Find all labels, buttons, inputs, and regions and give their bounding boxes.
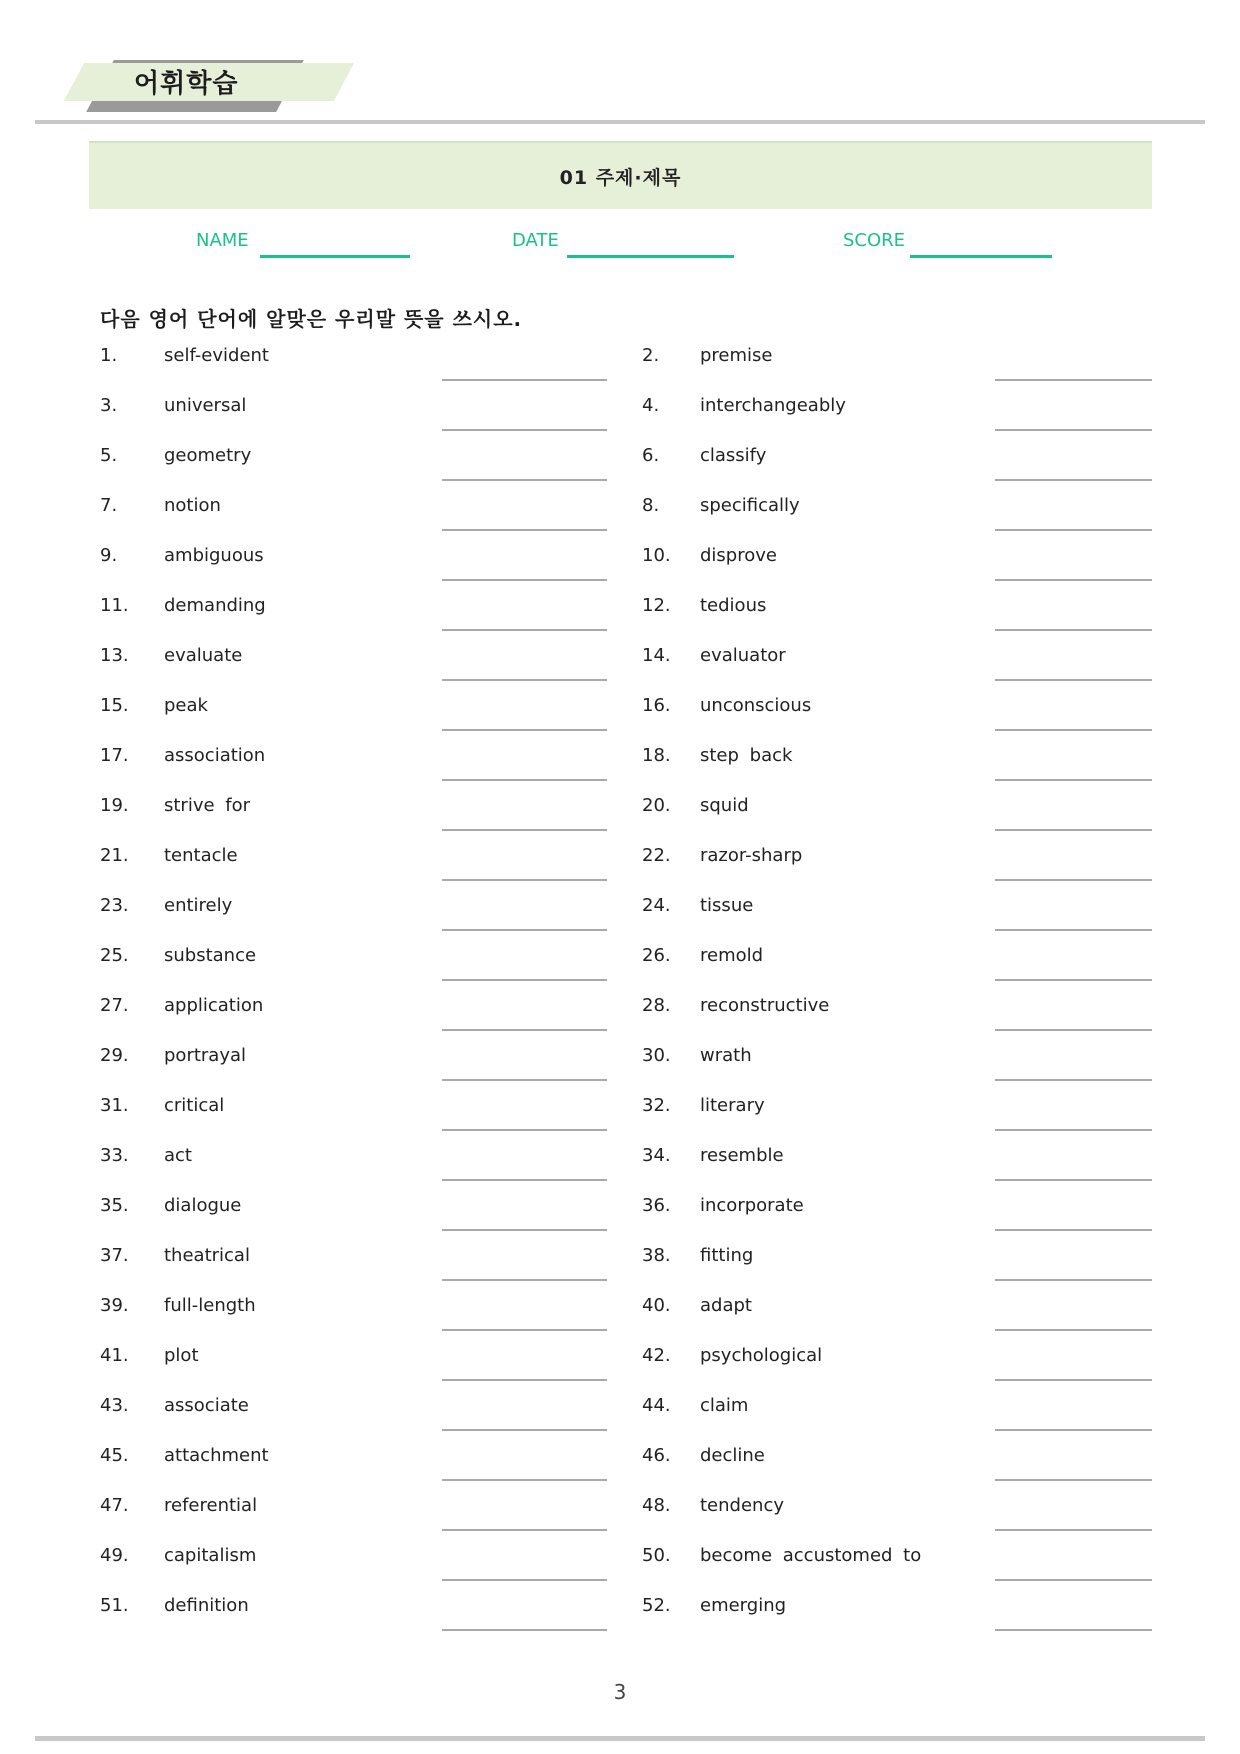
answer-blank[interactable] xyxy=(995,1129,1152,1131)
vocab-word: literary xyxy=(700,1095,765,1116)
answer-blank[interactable] xyxy=(442,1229,607,1231)
name-label: NAME xyxy=(196,230,249,251)
vocab-word: remold xyxy=(700,945,764,966)
answer-blank[interactable] xyxy=(995,979,1152,981)
item-number: 8. xyxy=(642,495,660,516)
vocab-word: substance xyxy=(164,945,257,966)
title-banner xyxy=(89,141,1152,209)
item-number: 13. xyxy=(100,645,129,666)
item-number: 47. xyxy=(100,1495,129,1516)
answer-blank[interactable] xyxy=(442,529,607,531)
item-number: 23. xyxy=(100,895,129,916)
item-number: 39. xyxy=(100,1295,129,1316)
answer-blank[interactable] xyxy=(995,429,1152,431)
item-number: 35. xyxy=(100,1195,129,1216)
answer-blank[interactable] xyxy=(995,529,1152,531)
answer-blank[interactable] xyxy=(442,829,607,831)
item-number: 50. xyxy=(642,1545,671,1566)
vocab-word: critical xyxy=(164,1095,225,1116)
vocab-word: tedious xyxy=(700,595,767,616)
answer-blank[interactable] xyxy=(995,1629,1152,1631)
vocab-row xyxy=(0,544,1240,594)
vocab-row xyxy=(0,594,1240,644)
answer-blank[interactable] xyxy=(442,1029,607,1031)
item-number: 14. xyxy=(642,645,671,666)
answer-blank[interactable] xyxy=(995,879,1152,881)
vocab-word: reconstructive xyxy=(700,995,830,1016)
answer-blank[interactable] xyxy=(442,1129,607,1131)
answer-blank[interactable] xyxy=(442,379,607,381)
answer-blank[interactable] xyxy=(442,1179,607,1181)
vocab-word: emerging xyxy=(700,1595,787,1616)
answer-blank[interactable] xyxy=(995,779,1152,781)
item-number: 25. xyxy=(100,945,129,966)
vocab-word: razor-sharp xyxy=(700,845,803,866)
vocab-row xyxy=(0,1544,1240,1594)
item-number: 28. xyxy=(642,995,671,1016)
item-number: 52. xyxy=(642,1595,671,1616)
answer-blank[interactable] xyxy=(442,1629,607,1631)
vocab-row xyxy=(0,1594,1240,1644)
answer-blank[interactable] xyxy=(442,779,607,781)
answer-blank[interactable] xyxy=(995,929,1152,931)
item-number: 46. xyxy=(642,1445,671,1466)
vocab-word: ambiguous xyxy=(164,545,264,566)
vocab-row xyxy=(0,1394,1240,1444)
vocabulary-list xyxy=(0,344,1240,1644)
answer-blank[interactable] xyxy=(442,1379,607,1381)
vocab-word: wrath xyxy=(700,1045,752,1066)
vocab-row xyxy=(0,344,1240,394)
item-number: 4. xyxy=(642,395,660,416)
answer-blank[interactable] xyxy=(442,979,607,981)
item-number: 16. xyxy=(642,695,671,716)
vocab-row xyxy=(0,1294,1240,1344)
answer-blank[interactable] xyxy=(442,1429,607,1431)
item-number: 51. xyxy=(100,1595,129,1616)
item-number: 40. xyxy=(642,1295,671,1316)
item-number: 10. xyxy=(642,545,671,566)
vocab-word: strive for xyxy=(164,795,251,816)
vocab-row xyxy=(0,1094,1240,1144)
item-number: 49. xyxy=(100,1545,129,1566)
vocab-row xyxy=(0,944,1240,994)
answer-blank[interactable] xyxy=(442,1329,607,1331)
item-number: 9. xyxy=(100,545,118,566)
item-number: 5. xyxy=(100,445,118,466)
vocab-row xyxy=(0,994,1240,1044)
vocab-word: tissue xyxy=(700,895,754,916)
vocab-word: unconscious xyxy=(700,695,812,716)
answer-blank[interactable] xyxy=(995,1079,1152,1081)
score-label: SCORE xyxy=(843,230,906,251)
vocab-word: premise xyxy=(700,345,773,366)
vocab-word: full-length xyxy=(164,1295,256,1316)
item-number: 48. xyxy=(642,1495,671,1516)
vocab-word: dialogue xyxy=(164,1195,242,1216)
item-number: 20. xyxy=(642,795,671,816)
item-number: 7. xyxy=(100,495,118,516)
vocab-word: association xyxy=(164,745,266,766)
vocab-word: associate xyxy=(164,1395,249,1416)
item-number: 44. xyxy=(642,1395,671,1416)
answer-blank[interactable] xyxy=(995,1329,1152,1331)
answer-blank[interactable] xyxy=(995,1229,1152,1231)
vocab-row xyxy=(0,1244,1240,1294)
item-number: 32. xyxy=(642,1095,671,1116)
vocab-word: evaluate xyxy=(164,645,243,666)
answer-blank[interactable] xyxy=(995,1429,1152,1431)
item-number: 12. xyxy=(642,595,671,616)
vocab-row xyxy=(0,1344,1240,1394)
item-number: 33. xyxy=(100,1145,129,1166)
item-number: 43. xyxy=(100,1395,129,1416)
vocab-word: application xyxy=(164,995,264,1016)
item-number: 41. xyxy=(100,1345,129,1366)
answer-blank[interactable] xyxy=(995,1529,1152,1531)
answer-blank[interactable] xyxy=(995,679,1152,681)
answer-blank[interactable] xyxy=(442,1279,607,1281)
answer-blank[interactable] xyxy=(442,929,607,931)
vocab-word: act xyxy=(164,1145,192,1166)
item-number: 36. xyxy=(642,1195,671,1216)
vocab-word: decline xyxy=(700,1445,765,1466)
item-number: 42. xyxy=(642,1345,671,1366)
item-number: 18. xyxy=(642,745,671,766)
answer-blank[interactable] xyxy=(995,1179,1152,1181)
answer-blank[interactable] xyxy=(442,479,607,481)
answer-blank[interactable] xyxy=(995,479,1152,481)
name-field[interactable] xyxy=(260,255,410,258)
answer-blank[interactable] xyxy=(442,579,607,581)
vocab-word: step back xyxy=(700,745,793,766)
vocab-word: peak xyxy=(164,695,208,716)
answer-blank[interactable] xyxy=(995,579,1152,581)
answer-blank[interactable] xyxy=(995,1479,1152,1481)
answer-blank[interactable] xyxy=(995,1579,1152,1581)
vocab-word: resemble xyxy=(700,1145,784,1166)
vocab-row xyxy=(0,744,1240,794)
item-number: 17. xyxy=(100,745,129,766)
vocab-row xyxy=(0,694,1240,744)
item-number: 24. xyxy=(642,895,671,916)
vocab-word: referential xyxy=(164,1495,258,1516)
vocab-word: classify xyxy=(700,445,767,466)
answer-blank[interactable] xyxy=(995,629,1152,631)
answer-blank[interactable] xyxy=(442,1479,607,1481)
vocab-word: self-evident xyxy=(164,345,269,366)
item-number: 37. xyxy=(100,1245,129,1266)
vocab-word: disprove xyxy=(700,545,777,566)
vocab-word: entirely xyxy=(164,895,233,916)
vocab-word: tentacle xyxy=(164,845,238,866)
vocab-row xyxy=(0,1144,1240,1194)
item-number: 26. xyxy=(642,945,671,966)
worksheet-title: 01 주제·제목 xyxy=(559,166,682,189)
vocab-row xyxy=(0,494,1240,544)
item-number: 6. xyxy=(642,445,660,466)
vocab-word: definition xyxy=(164,1595,249,1616)
vocab-word: theatrical xyxy=(164,1245,250,1266)
answer-blank[interactable] xyxy=(442,1529,607,1531)
answer-blank[interactable] xyxy=(995,1379,1152,1381)
vocab-word: squid xyxy=(700,795,749,816)
item-number: 30. xyxy=(642,1045,671,1066)
item-number: 31. xyxy=(100,1095,129,1116)
vocab-word: become accustomed to xyxy=(700,1545,922,1566)
vocab-word: demanding xyxy=(164,595,266,616)
vocab-word: adapt xyxy=(700,1295,752,1316)
item-number: 38. xyxy=(642,1245,671,1266)
answer-blank[interactable] xyxy=(995,829,1152,831)
vocab-word: plot xyxy=(164,1345,199,1366)
vocab-word: evaluator xyxy=(700,645,786,666)
bottom-divider xyxy=(35,1736,1205,1741)
vocab-word: universal xyxy=(164,395,247,416)
item-number: 45. xyxy=(100,1445,129,1466)
vocab-row xyxy=(0,644,1240,694)
vocab-word: interchangeably xyxy=(700,395,846,416)
vocab-word: geometry xyxy=(164,445,252,466)
vocab-row xyxy=(0,1494,1240,1544)
item-number: 34. xyxy=(642,1145,671,1166)
vocab-word: tendency xyxy=(700,1495,784,1516)
vocab-word: incorporate xyxy=(700,1195,804,1216)
vocab-row xyxy=(0,444,1240,494)
vocab-word: claim xyxy=(700,1395,749,1416)
vocab-word: portrayal xyxy=(164,1045,247,1066)
vocab-word: fitting xyxy=(700,1245,754,1266)
vocab-row xyxy=(0,1194,1240,1244)
answer-blank[interactable] xyxy=(442,679,607,681)
page-number: 3 xyxy=(613,1680,627,1704)
answer-blank[interactable] xyxy=(995,1029,1152,1031)
item-number: 27. xyxy=(100,995,129,1016)
vocab-word: notion xyxy=(164,495,221,516)
vocab-row xyxy=(0,1044,1240,1094)
date-label: DATE xyxy=(512,230,559,251)
answer-blank[interactable] xyxy=(442,1079,607,1081)
item-number: 19. xyxy=(100,795,129,816)
answer-blank[interactable] xyxy=(995,379,1152,381)
answer-blank[interactable] xyxy=(442,879,607,881)
item-number: 3. xyxy=(100,395,118,416)
date-field[interactable] xyxy=(567,255,734,258)
answer-blank[interactable] xyxy=(442,429,607,431)
vocab-row xyxy=(0,894,1240,944)
answer-blank[interactable] xyxy=(995,729,1152,731)
item-number: 11. xyxy=(100,595,129,616)
item-number: 2. xyxy=(642,345,660,366)
item-number: 29. xyxy=(100,1045,129,1066)
item-number: 15. xyxy=(100,695,129,716)
answer-blank[interactable] xyxy=(995,1279,1152,1281)
item-number: 21. xyxy=(100,845,129,866)
vocab-word: attachment xyxy=(164,1445,269,1466)
vocab-word: psychological xyxy=(700,1345,823,1366)
vocab-row xyxy=(0,394,1240,444)
vocab-row xyxy=(0,794,1240,844)
vocab-word: capitalism xyxy=(164,1545,257,1566)
answer-blank[interactable] xyxy=(442,629,607,631)
item-number: 22. xyxy=(642,845,671,866)
vocab-word: specifically xyxy=(700,495,800,516)
vocab-row xyxy=(0,1444,1240,1494)
section-label: 어휘학습 xyxy=(134,69,239,99)
score-field[interactable] xyxy=(910,255,1052,258)
vocab-row xyxy=(0,844,1240,894)
item-number: 1. xyxy=(100,345,118,366)
answer-blank[interactable] xyxy=(442,729,607,731)
top-divider xyxy=(35,120,1205,124)
answer-blank[interactable] xyxy=(442,1579,607,1581)
instruction-text: 다음 영어 단어에 알맞은 우리말 뜻을 쓰시오. xyxy=(100,307,523,331)
